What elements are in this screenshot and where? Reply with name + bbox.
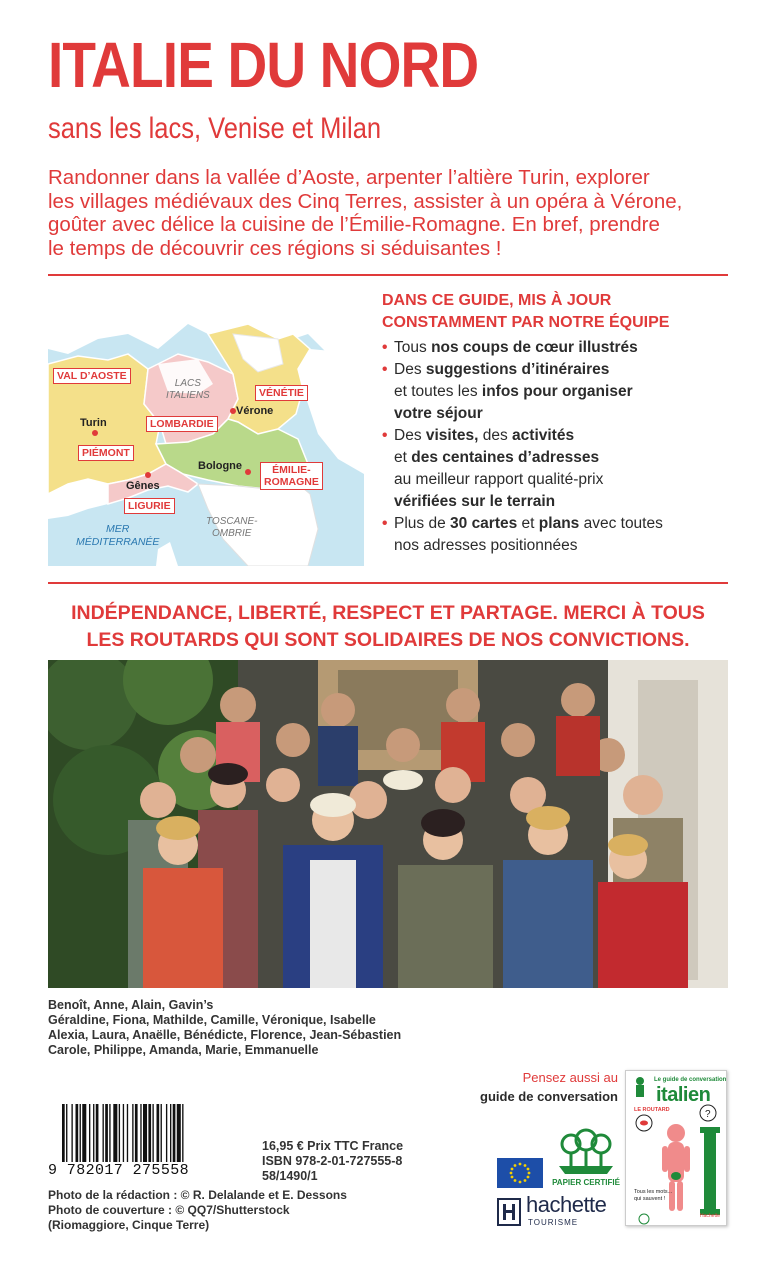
credit-line: Photo de la rédaction : © R. Delalande et E. Dessons — [48, 1188, 347, 1202]
barcode-bar — [157, 1104, 160, 1162]
book-title: ITALIE DU NORD — [48, 29, 479, 101]
book-top-label: Le guide de conversation — [654, 1077, 727, 1083]
guide-bullet-list — [382, 337, 732, 557]
barcode-bar — [82, 1104, 86, 1162]
barcode-bar — [140, 1104, 141, 1162]
intro-paragraph — [48, 166, 748, 260]
photo-credits — [48, 1188, 347, 1233]
edition-code: 58/1490/1 — [262, 1169, 318, 1183]
book-tagline-line: qui sauvent ! — [634, 1196, 666, 1202]
barcode-bar — [123, 1104, 124, 1162]
pensez-line-2: guide de conversation — [480, 1089, 618, 1104]
map-label-venetie: VÉNÉTIE — [255, 385, 308, 401]
names-line: Alexia, Laura, Anaëlle, Bénédicte, Florence, Jean-Sébastien — [48, 1028, 402, 1042]
hachette-logo-icon — [497, 1198, 521, 1226]
barcode-bar — [96, 1104, 99, 1162]
price: 16,95 € Prix TTC France — [262, 1139, 404, 1153]
barcode-bar — [148, 1104, 151, 1162]
eu-ecolabel-icon — [497, 1158, 543, 1188]
isbn: ISBN 978-2-01-727555-8 — [262, 1154, 403, 1168]
guide-heading-line: CONSTAMMENT PAR NOTRE ÉQUIPE — [382, 314, 670, 331]
barcode-bar — [93, 1104, 94, 1162]
pensez-line-1: Pensez aussi au — [522, 1070, 618, 1085]
map-label-piemont: PIÉMONT — [78, 445, 134, 461]
guide-heading — [382, 290, 732, 334]
barcode-bar — [143, 1104, 147, 1162]
barcode-bar — [152, 1104, 153, 1162]
barcode-bar — [66, 1104, 67, 1162]
team-photo — [48, 660, 728, 988]
price-block — [262, 1139, 403, 1184]
team-names — [48, 998, 401, 1058]
city-turin: Turin — [80, 417, 107, 429]
team-photo-illustration — [48, 660, 728, 988]
bullet-coups-de-coeur: • Tous nos coups de cœur illustrés — [382, 337, 732, 359]
city-bologne: Bologne — [198, 460, 242, 472]
barcode-bar — [119, 1104, 120, 1162]
barcode-bar — [135, 1104, 138, 1162]
barcode-graphic — [62, 1104, 222, 1170]
barcode-bar — [103, 1104, 104, 1162]
book-cover-title: italien — [656, 1084, 711, 1106]
barcode-bar — [177, 1104, 181, 1162]
papier-certifie-label: PAPIER CERTIFIÉ — [552, 1178, 620, 1187]
bullet-cartes: • Plus de 30 cartes et plans avec toutes nos adresses positionnées — [382, 513, 732, 557]
map-label-ligurie: LIGURIE — [124, 498, 175, 514]
slogan-line: INDÉPENDANCE, LIBERTÉ, RESPECT ET PARTAGE. MERCI À TOUS — [71, 602, 705, 624]
barcode-number: 9 782017 275558 — [48, 1162, 190, 1179]
divider — [48, 582, 728, 584]
map-label-toscane-ombrie: TOSCANE- OMBRIE — [206, 516, 258, 539]
barcode-bar — [127, 1104, 128, 1162]
barcode-bar — [132, 1104, 133, 1162]
map-label-mer: MER MÉDITERRANÉE — [76, 523, 160, 548]
city-genes: Gênes — [126, 480, 160, 492]
barcode-bar — [80, 1104, 81, 1162]
intro-line: goûter avec délice la cuisine de l’Émilie-Romagne. En bref, prendre — [48, 213, 660, 236]
city-dot-turin — [92, 430, 98, 436]
city-dot-bologne — [245, 469, 251, 475]
intro-line: le temps de découvrir ces régions si séduisantes ! — [48, 236, 502, 260]
barcode-bar — [170, 1104, 171, 1162]
guide-heading-line: DANS CE GUIDE, MIS À JOUR — [382, 292, 612, 309]
map-label-emilie-romagne: ÉMILIE- ROMAGNE — [260, 462, 323, 490]
names-line: Benoît, Anne, Alain, Gavin’s — [48, 998, 214, 1012]
tourisme-wordmark: TOURISME — [528, 1218, 579, 1227]
slogan — [48, 600, 728, 654]
barcode-bar — [71, 1104, 72, 1162]
divider — [48, 274, 728, 276]
slogan-line: LES ROUTARDS QUI SONT SOLIDAIRES DE NOS CONVICTIONS. — [86, 629, 690, 651]
barcode-bar — [113, 1104, 117, 1162]
barcode-bar — [76, 1104, 79, 1162]
names-line: Géraldine, Fiona, Mathilde, Camille, Véronique, Isabelle — [48, 1013, 376, 1027]
barcode-bar — [89, 1104, 90, 1162]
barcode-bar — [173, 1104, 176, 1162]
barcode-bar — [182, 1104, 183, 1162]
bullet-itineraires: • Des suggestions d’itinéraires et toutes les infos pour organiser votre séjour — [382, 359, 732, 425]
barcode-bar — [105, 1104, 108, 1162]
map-label-lacs-italiens: LACS ITALIENS — [166, 378, 210, 401]
bullet-visites: • Des visites, des activités et des centaines d’adresses au meilleur rapport qualité-prix vérifiées sur le terrain — [382, 425, 732, 513]
book-subtitle: sans les lacs, Venise et Milan — [48, 112, 382, 145]
guide-features — [382, 290, 732, 557]
book-publisher: Hachette — [699, 1213, 720, 1219]
region-map — [48, 294, 364, 566]
conversation-guide-cover — [625, 1070, 727, 1226]
credit-line: Photo de couverture : © QQ7/Shutterstock — [48, 1203, 290, 1217]
hachette-wordmark: hachette — [526, 1192, 607, 1217]
barcode-bar — [62, 1104, 65, 1162]
intro-line: Randonner dans la vallée d’Aoste, arpenter l’altière Turin, explorer — [48, 166, 650, 189]
pensez-aussi — [460, 1068, 618, 1106]
map-label-lombardie: LOMBARDIE — [146, 416, 218, 432]
svg-text:?: ? — [705, 1109, 711, 1120]
barcode-bar — [109, 1104, 110, 1162]
map-label-val-daoste: VAL D’AOSTE — [53, 368, 131, 384]
book-brand: LE ROUTARD — [634, 1107, 670, 1113]
credit-line: (Riomaggiore, Cinque Terre) — [48, 1218, 210, 1232]
city-verone: Vérone — [236, 405, 274, 417]
city-dot-genes — [145, 472, 151, 478]
book-tagline-line: Tous les mots... — [634, 1189, 673, 1195]
barcode-bar — [161, 1104, 162, 1162]
intro-line: les villages médiévaux des Cinq Terres, assister à un opéra à Vérone, — [48, 189, 683, 213]
names-line: Carole, Philippe, Amanda, Marie, Emmanuelle — [48, 1043, 319, 1057]
book-tagline — [634, 1189, 672, 1203]
barcode-bar — [166, 1104, 167, 1162]
